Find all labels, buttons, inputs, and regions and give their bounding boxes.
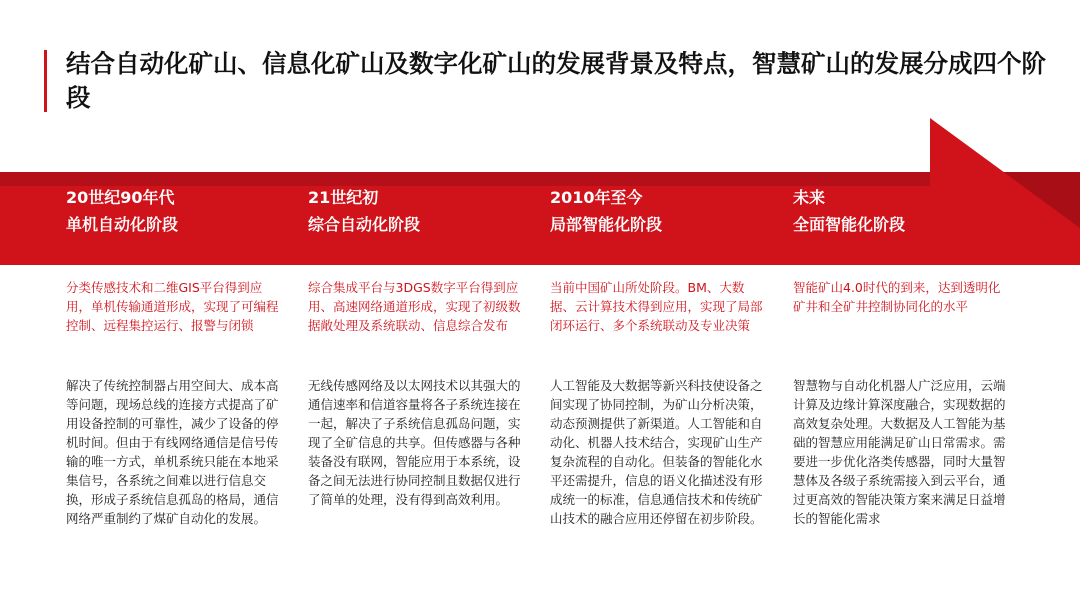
stage-1-header: [66, 184, 296, 238]
stage-3-period: 2010年至今: [550, 188, 643, 207]
stage-4-period: 未来: [793, 188, 826, 207]
stage-4-name: 全面智能化阶段: [793, 215, 906, 234]
stage-4-header: [793, 184, 1023, 238]
stage-1-detail: 解决了传统控制器占用空间大、成本高等问题，现场总线的连接方式提高了矿用设备控制的可靠性，减少了设备的停机时间。但由于有线网络通信是信号传输的唯一方式，单机系统只能在本地采集信号，各系统之间难以进行信息交换，形成子系统信息孤岛的格局，通信网络严重制约了煤矿自动化的发展。: [66, 378, 279, 526]
stage-3-highlight: 当前中国矿山所处阶段。BM、大数据、云计算技术得到应用，实现了局部闭环运行、多个系统联动及专业决策: [550, 280, 763, 333]
stage-3-name: 局部智能化阶段: [550, 215, 663, 234]
stage-2-highlight: 综合集成平台与3DGS数字平台得到应用、高速网络通道形成，实现了初级数据敞处理及系统联动、信息综合发布: [308, 280, 521, 333]
stage-2-period: 21世纪初: [308, 188, 379, 207]
stage-4-highlight: 智能矿山4.0时代的到来，达到透明化矿井和全矿井控制协同化的水平: [793, 280, 1001, 314]
stage-3-detail: 人工智能及大数据等新兴科技使设备之间实现了协同控制，为矿山分析决策，动态预测提供了新渠道。人工智能和自动化、机器人技术结合，实现矿山生产复杂流程的自动化。但装备的智能化水平还需提升，信息的语义化描述没有形成统一的标准，信息通信技术和传统矿山技术的融合应用还停留在初步阶段。: [550, 378, 763, 526]
stage-3-header: [550, 184, 780, 238]
stage-1-name: 单机自动化阶段: [66, 215, 179, 234]
stage-1-period: 20世纪90年代: [66, 188, 175, 207]
page-title: 结合自动化矿山、信息化矿山及数字化矿山的发展背景及特点，智慧矿山的发展分成四个阶段: [66, 49, 1046, 112]
stage-2-detail: 无线传感网络及以太网技术以其强大的通信速率和信道容量将各子系统连接在一起，解决了子系统信息孤岛问题，实现了全矿信息的共享。但传感器与各种装备没有联网，智能应用于本系统，设备之间无法进行协同控制且数据仅进行了简单的处理，没有得到高效利用。: [308, 378, 521, 507]
stage-1-highlight: 分类传感技术和二维GIS平台得到应用，单机传输通道形成，实现了可编程控制、远程集控运行、报警与闭锁: [66, 280, 279, 333]
stage-2-name: 综合自动化阶段: [308, 215, 421, 234]
stage-2-header: [308, 184, 538, 238]
stage-4-detail: 智慧物与自动化机器人广泛应用，云端计算及边缘计算深度融合，实现数据的高效复杂处理。大数据及人工智能为基础的智慧应用能满足矿山日常需求。需要进一步优化洛类传感器，同时大量智慧体及各级子系统需接入到云平台，通过更高效的智能决策方案来满足日益增长的智能化需求: [793, 378, 1006, 526]
title-accent-bar: [44, 50, 47, 112]
